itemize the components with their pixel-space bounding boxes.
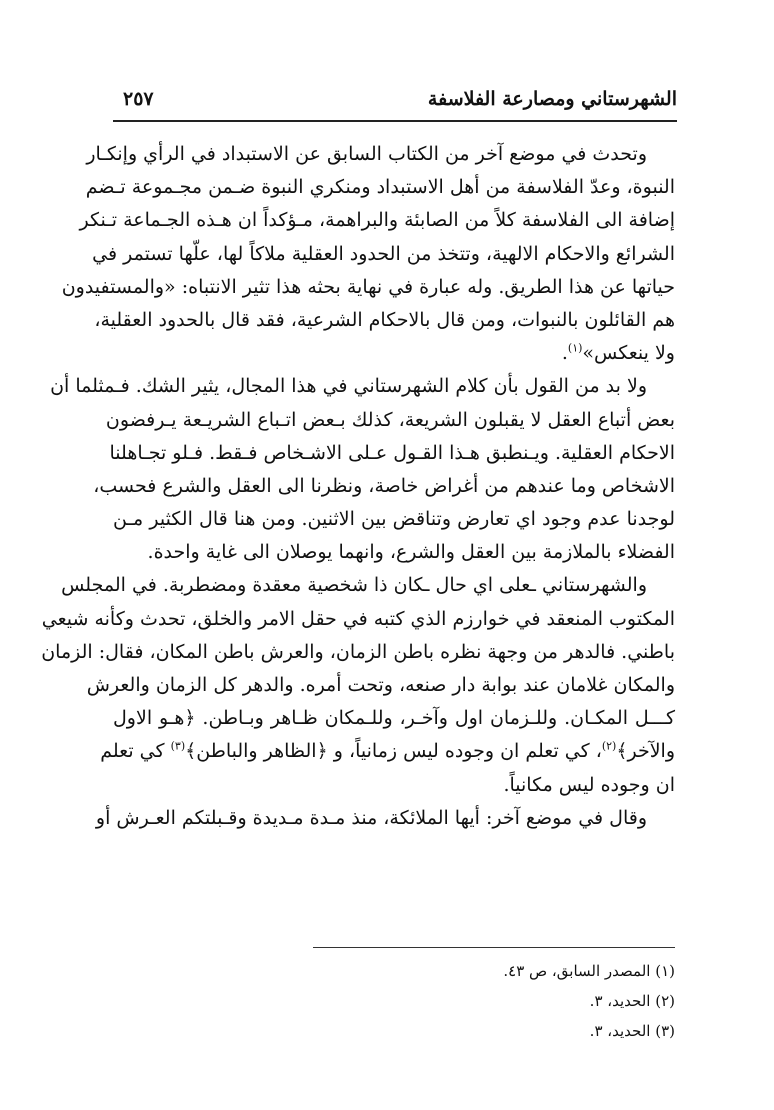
footnote-ref-2[interactable]: (٢)	[601, 740, 617, 754]
text-line: وقال في موضع آخر: أيها الملائكة، منذ مـدة مـديدة وقـبلتكم العـرش أو	[95, 806, 647, 829]
text-line: هم القائلون بالنبوات، ومن قال بالاحكام الشرعية، فقد قال بالحدود العقلية،	[94, 308, 675, 331]
footnote-2: (٢) الحديد، ٣.	[589, 992, 675, 1010]
footnote-ref-1[interactable]: (١)	[567, 341, 583, 355]
footnote-3: (٣) الحديد، ٣.	[589, 1022, 675, 1040]
text-line: كـــل المكـان. وللـزمان اول وآخـر، وللـمكان ظـاهر وبـاطن. ﴿هـو الاول	[113, 707, 675, 730]
footnote-ref-3[interactable]: (٣)	[170, 740, 186, 754]
page-number: ٢٥٧	[123, 88, 154, 110]
text-line: الفضلاء بالملازمة بين العقل والشرع، وانهما يوصلان الى غاية واحدة.	[147, 541, 675, 564]
text-line: الشرائع والاحكام الالهية، وتتخذ من الحدود العقلية ملاكاً لها، علّها تستمر في	[92, 242, 675, 265]
text-line: لوجدنا عدم وجود اي تعارض وتناقض بين الاثنين. ومن هنا قال الكثير مـن	[113, 508, 675, 531]
running-header-title: الشهرستاني ومصارعة الفلاسفة	[427, 88, 677, 110]
text-line: الاحكام العقلية. ويـنطبق هـذا القـول عـلى الاشـخاص فـقط. فـلو تجـاهلنا	[109, 441, 675, 464]
text-line: حياتها عن هذا الطريق. وله عبارة في نهاية بحثه هذا تثير الانتباه: «والمستفيدون	[61, 275, 675, 298]
text-line: والمكان غلامان عند بوابة دار صنعه، وتحت أمره. والدهر كل الزمان والعرش	[86, 674, 675, 696]
text-fragment: كي تعلم	[100, 740, 165, 763]
footnotes	[313, 956, 675, 1046]
text-line: ولا بد من القول بأن كلام الشهرستاني في هذا المجال، يثير الشك. فـمثلما أن	[50, 375, 647, 398]
text-line: ان وجوده ليس مكانياً.	[503, 773, 675, 796]
text-fragment: .	[561, 342, 568, 365]
text-line: الاشخاص وما عندهم من أغراض خاصة، ونظرنا الى العقل والشرع فحسب،	[93, 474, 675, 497]
text-line: إضافة الى الفلاسفة كلاً من الصابئة والبراهمة، مـؤكداً ان هـذه الجـماعة تـنكر	[79, 209, 675, 232]
text-line: المكتوب المنعقد في خوارزم الذي كتبه في حقل الامر والخلق، تحدث وكأنه شيعي	[41, 607, 675, 630]
text-line: بعض أتباع العقل لا يقبلون الشريعة، كذلك بـعض اتـباع الشريـعة يـرفضون	[105, 408, 675, 431]
text-fragment: والآخر﴾	[616, 740, 675, 763]
text-fragment: ولا ينعكس»	[582, 342, 675, 365]
footnote-1: (١) المصدر السابق، ص ٤٣.	[503, 962, 675, 980]
text-line: وتحدث في موضع آخر من الكتاب السابق عن الاستبداد في الرأي وإنكـار	[86, 143, 647, 165]
text-fragment: ، كي تعلم ان وجوده ليس زمانياً، و ﴿الظاهر والباطن﴾	[185, 740, 602, 763]
body-text	[41, 138, 675, 835]
footnote-separator	[313, 947, 675, 948]
text-line	[113, 337, 675, 370]
text-line: باطني. فالدهر من وجهة نظره باطن الزمان، والعرش باطن المكان، فقال: الزمان	[41, 640, 675, 663]
running-header	[113, 86, 677, 122]
text-line	[100, 735, 675, 768]
text-line: النبوة، وعدّ الفلاسفة من أهل الاستبداد ومنكري النبوة ضـمن مجـموعة تـضم	[85, 176, 675, 199]
header-rule	[113, 120, 677, 122]
text-line: والشهرستاني ـعلى اي حال ـكان ذا شخصية معقدة ومضطربة. في المجلس	[61, 574, 647, 597]
